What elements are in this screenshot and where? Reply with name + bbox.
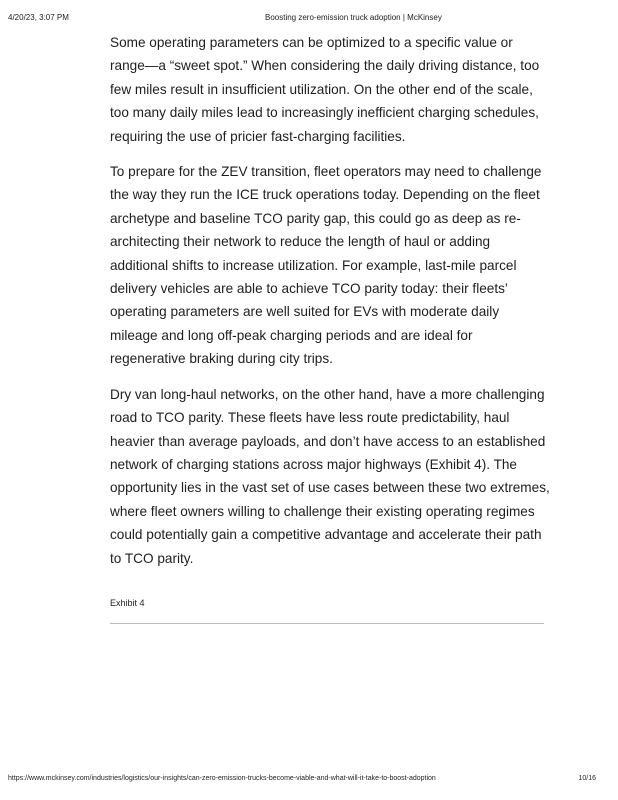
- paragraph-zev-transition: To prepare for the ZEV transition, fleet operators may need to challenge the way they run the ICE truck operations today. Depending on the fleet archetype and baseline TCO parity gap, this could go as deep as re-architecting their network to reduce the length of haul or adding additional shifts to increase utilization. For example, last-mile parcel delivery vehicles are able to achieve TCO parity today: their fleets’ operating parameters are well suited for EVs with moderate daily mileage and long off-peak charging periods and are ideal for regenerative braking during city trips.: [110, 164, 542, 367]
- print-date: 4/20/23, 3:07 PM: [8, 13, 69, 22]
- print-url: https://www.mckinsey.com/industries/logistics/our-insights/can-zero-emission-trucks-become-viable-and-what-will-it-take-to-boost-adoption: [8, 775, 436, 782]
- paragraph-sweet-spot: Some operating parameters can be optimized to a specific value or range—a “sweet spot.” When considering the daily driving distance, too few miles result in insufficient utilization. On the other end of the scale, too many daily miles lead to increasingly inefficient charging schedules, requiring the use of pricier fast-charging facilities.: [110, 35, 540, 144]
- exhibit-divider: [110, 623, 544, 624]
- exhibit-label: Exhibit 4: [110, 598, 145, 608]
- print-header: [0, 13, 618, 27]
- page-number: 10/16: [578, 775, 596, 782]
- paragraph-dry-van: Dry van long-haul networks, on the other hand, have a more challenging road to TCO parity. These fleets have less route predictability, haul heavier than average payloads, and don’t have access to an established network of charging stations across major highways (Exhibit 4). The opportunity lies in the vast set of use cases between these two extremes, where fleet owners willing to challenge their existing operating regimes could potentially gain a competitive advantage and accelerate their path to TCO parity.: [110, 386, 550, 566]
- print-page-title: Boosting zero-emission truck adoption | McKinsey: [265, 13, 442, 22]
- article-body: [110, 31, 550, 582]
- print-footer: [0, 775, 618, 787]
